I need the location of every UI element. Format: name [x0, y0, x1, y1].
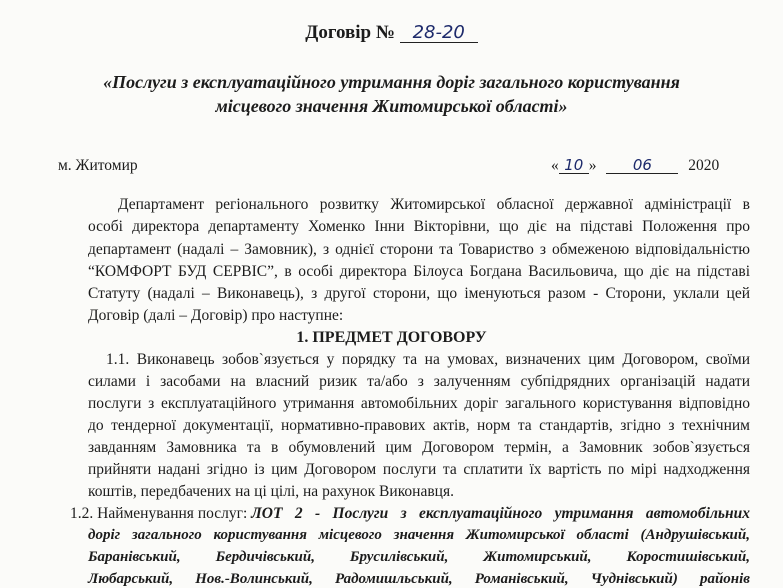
contract-place: м. Житомир [58, 157, 138, 174]
date-close-quote: » [588, 157, 597, 174]
date-day: 10 [559, 157, 589, 174]
clause-1-1-line: коштів, передбачених на ці цілі, на рахунок Виконавця. [88, 483, 454, 500]
preamble-line: департамент (надалі – Замовник), з однієї сторони та Товариство з обмеженою відповідальністю [88, 241, 750, 258]
clause-1-2-line: Любарський, Нов.-Волинський, Радомишльський, Романівський, Чуднівський) районів [88, 571, 750, 587]
clause-1-2-line: Баранівський, Бердичівський, Брусилівський, Житомирський, Коростишівський, [88, 549, 750, 565]
clause-1-1-line: прийняти надані згідно із цим Договором послуги та сплатити їх вартість по мірі надходження [88, 461, 750, 478]
contract-subject-line-2: місцевого значення Житомирської області» [215, 96, 568, 116]
clause-1-2-line: ЛОТ 2 - Послуги з експлуатаційного утримання автомобільних [251, 505, 750, 522]
clause-1-2-first-line [70, 505, 750, 523]
clause-1-1-line: силами і засобами на власний ризик та/або з залученням субпідрядних організацій надати [88, 373, 750, 390]
date-open-quote: « [551, 157, 559, 174]
clause-1-2-label: 1.2. Найменування послуг: [70, 505, 252, 522]
date-month: 06 [606, 157, 678, 174]
preamble-line: Департамент регіонального розвитку Житомирської обласної державної адміністрації в [118, 196, 750, 213]
contract-subject-line-1: «Послуги з експлуатаційного утримання доріг загального користування [103, 72, 680, 92]
contract-number-handwritten: 28-20 [400, 23, 478, 43]
section-heading: 1. ПРЕДМЕТ ДОГОВОРУ [296, 329, 487, 346]
contract-date [551, 157, 746, 175]
clause-1-1-line: послуги з експлуатаційного утримання автомобільних доріг загального користування відповідно [88, 395, 750, 412]
contract-title-prefix: Договір № [305, 22, 395, 43]
preamble-line: Статуту (надалі – Виконавець), з другої сторони, що іменуються разом - Сторони, уклали цей [88, 285, 750, 302]
clause-1-1-line: завданням Замовника та в обумовлений цим Договором термін, а Замовник зобов`язується [88, 439, 750, 456]
date-year: 2020 [688, 157, 720, 174]
preamble-line: “КОМФОРТ БУД СЕРВІС”, в особі директора Білоуса Богдана Васильовича, що діє на підставі [88, 263, 750, 280]
clause-1-1-line: до тендерної документації, нормативно-правових актів, норм та стандартів, згідно з технічним [88, 417, 750, 434]
preamble-line: Договір (далі – Договір) про наступне: [88, 307, 344, 324]
preamble-line: особі директора департаменту Хоменко Інни Вікторівни, що діє на підставі Положення про [88, 218, 750, 235]
clause-1-1-line: 1.1. Виконавець зобов`язується у порядку та на умовах, визначених цим Договором, своїми [106, 351, 750, 368]
contract-title [0, 22, 783, 44]
clause-1-2-line: доріг загального користування місцевого значення Житомирської області (Андрушівський, [88, 527, 750, 543]
